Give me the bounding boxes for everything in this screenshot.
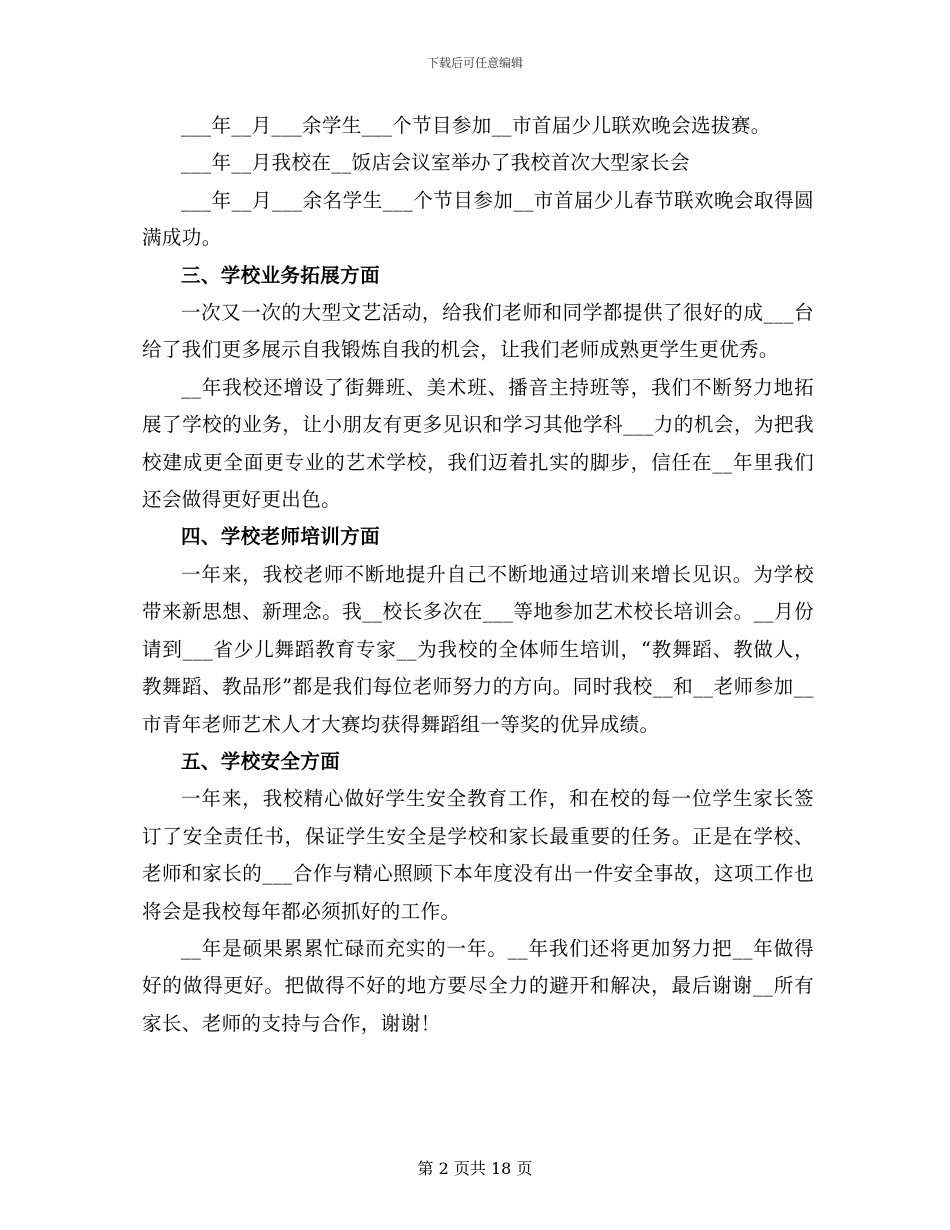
body-paragraph: __年我校还增设了街舞班、美术班、播音主持班等，我们不断努力地拓展了学校的业务，让小朋友有更多见识和学习其他学科___力的机会，为把我校建成更全面更专业的艺术学校，我们迈着扎实的脚步，信任在__年里我们还会做得更好更出色。 [142, 375, 814, 512]
section-heading: 三、学校业务拓展方面 [181, 263, 381, 287]
body-paragraph: ___年__月___余名学生___个节目参加__市首届少儿春节联欢晚会取得圆满成功。 [142, 188, 814, 250]
page-header: 下载后可任意编辑 [426, 56, 523, 70]
section-heading: 四、学校老师培训方面 [181, 525, 381, 549]
body-paragraph: ___年__月我校在__饭店会议室举办了我校首次大型家长会 [181, 151, 690, 175]
document-body [142, 107, 814, 1042]
body-paragraph: 一次又一次的大型文艺活动，给我们老师和同学都提供了很好的成___台给了我们更多展示自我锻炼自我的机会，让我们老师成熟更学生更优秀。 [142, 301, 814, 362]
section-heading: 五、学校安全方面 [181, 749, 341, 773]
body-paragraph: ___年__月___余学生___个节目参加__市首届少儿联欢晚会选拔赛。 [181, 114, 771, 137]
page-number: 第 2 页共 18 页 [417, 1159, 533, 1178]
body-paragraph: 一年来，我校精心做好学生安全教育工作，和在校的每一位学生家长签订了安全责任书，保证学生安全是学校和家长最重要的任务。正是在学校、老师和家长的___合作与精心照顾下本年度没有出一件安全事故，这项工作也将会是我校每年都必须抓好的工作。 [142, 787, 814, 923]
body-paragraph: 一年来，我校老师不断地提升自己不断地通过培训来增长见识。为学校带来新思想、新理念。我__校长多次在___等地参加艺术校长培训会。__月份请到___省少儿舞蹈教育专家__为我校的全体师生培训，“教舞蹈、教做人，教舞蹈、教品形”都是我们每位老师努力的方向。同时我校__和__老师参加__市青年老师艺术人才大赛均获得舞蹈组一等奖的优异成绩。 [142, 562, 814, 736]
body-paragraph: __年是硕果累累忙碌而充实的一年。__年我们还将更加努力把__年做得好的做得更好。把做得不好的地方要尽全力的避开和解决，最后谢谢__所有家长、老师的支持与合作，谢谢！ [142, 936, 814, 1035]
